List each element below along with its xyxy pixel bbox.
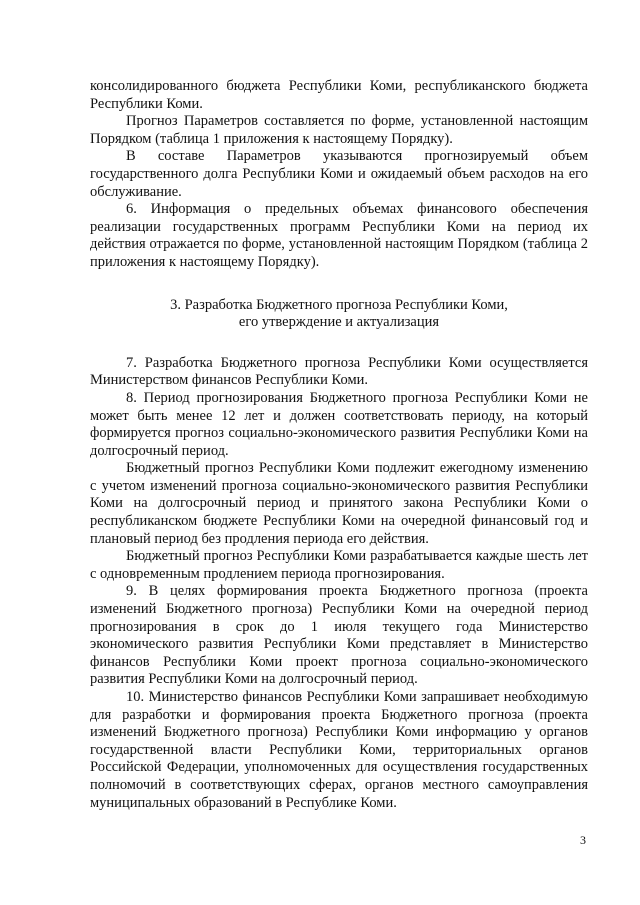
section-heading-line-2: его утверждение и актуализация — [238, 314, 440, 331]
paragraph-item-10: 10. Министерство финансов Республики Коми запрашивает необходимую для разработки и формирования проекта Бюджетного прогноза (проекта изменений Бюджетного прогноза) Республики Коми информацию у органов государственной власти Республики Коми, территориальных органов Российской Федерации, уполномоченных для осуществления государственных полномочий в соответствующих сферах, органов местного самоуправления муниципальных образований в Республике Коми. — [90, 689, 588, 811]
paragraph-continuation: консолидированного бюджета Республики Коми, республиканского бюджета Республики Коми. — [90, 78, 588, 112]
page-number: 3 — [580, 833, 586, 847]
page-body — [90, 78, 588, 812]
section-heading — [90, 297, 588, 332]
paragraph-annual-change: Бюджетный прогноз Республики Коми подлежит ежегодному изменению с учетом изменений прогноза социально-экономического развития Республики Коми на долгосрочный период и принятого закона Республики Коми о республиканском бюджете Республики Коми на очередной финансовый год и плановый период без продления периода его действия. — [90, 460, 588, 547]
paragraph-item-9: 9. В целях формирования проекта Бюджетного прогноза (проекта изменений Бюджетного прогноза) Республики Коми на очередной период прогнозирования в срок до 1 июля текущего года Министерство экономического развития Республики Коми представляет в Министерство финансов Республики Коми проект прогноза социально-экономического развития Республики Коми на долгосрочный период. — [90, 583, 588, 688]
paragraph-state-debt: В составе Параметров указываются прогнозируемый объем государственного долга Республики Коми и ожидаемый объем расходов на его обслуживание. — [90, 148, 588, 200]
paragraph-item-6: 6. Информация о предельных объемах финансового обеспечения реализации государственных программ Республики Коми на период их действия отражается по форме, установленной настоящим Порядком (таблица 2 приложения к настоящему Порядку). — [90, 201, 588, 270]
paragraph-item-7: 7. Разработка Бюджетного прогноза Республики Коми осуществляется Министерством финансов Республики Коми. — [90, 354, 588, 389]
paragraph-forecast-parameters: Прогноз Параметров составляется по форме, установленной настоящим Порядком (таблица 1 приложения к настоящему Порядку). — [90, 113, 588, 147]
paragraph-item-8: 8. Период прогнозирования Бюджетного прогноза Республики Коми не может быть менее 12 лет и должен соответствовать периоду, на который формируется прогноз социально-экономического развития Республики Коми на долгосрочный период. — [90, 389, 588, 459]
paragraph-six-years: Бюджетный прогноз Республики Коми разрабатывается каждые шесть лет с одновременным продлением периода прогнозирования. — [90, 548, 588, 582]
section-heading-line-1: 3. Разработка Бюджетного прогноза Республики Коми, — [170, 296, 508, 313]
